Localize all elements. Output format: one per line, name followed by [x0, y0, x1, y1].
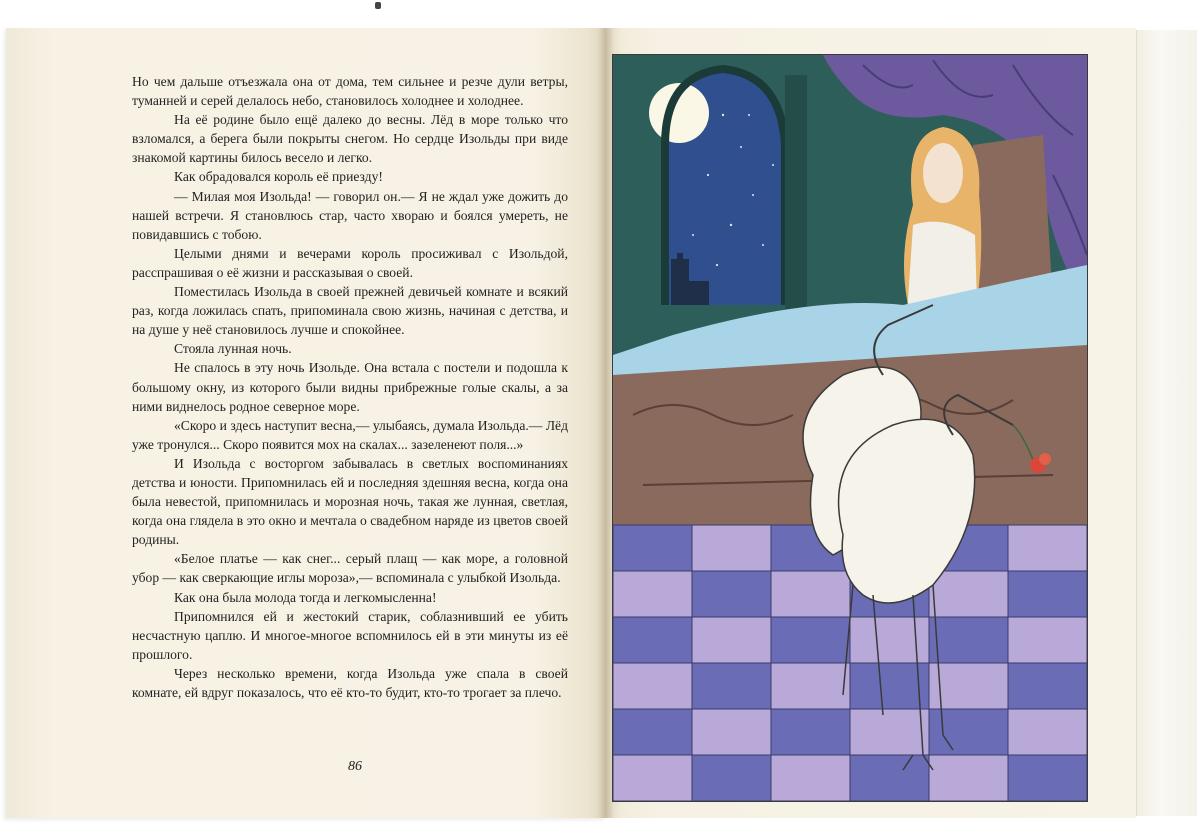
paragraph: Как обрадовался король её приезду!: [174, 169, 383, 185]
floor-tile: [692, 617, 771, 663]
paragraph: Через несколько времени, когда Изольда уже спала в своей комнате, ей вдруг показалось, что её кто-то будит, кто-то трогает за плечо.: [132, 665, 568, 700]
face: [923, 143, 963, 203]
paragraph: Целыми днями и вечерами король просиживал с Изольдой, расспрашивая о её жизни и рассказывая о своей.: [132, 245, 568, 280]
paragraph: На её родине было ещё далеко до весны. Лёд в море только что взломался, а берега были покрыты снегом. Но сердце Изольды при виде знакомой картины билось весело и легко.: [132, 112, 568, 166]
paragraph: Как она была молода тогда и легкомысленна!: [174, 589, 437, 605]
floor-tile: [1008, 755, 1087, 801]
paragraph: Стояла лунная ночь.: [174, 341, 292, 357]
paragraph: Но чем дальше отъезжала она от дома, тем сильнее и резче дули ветры, туманней и серей делалось небо, становилось холоднее и холоднее.: [132, 74, 568, 109]
floor-tile: [1008, 525, 1087, 571]
floor-tile: [692, 755, 771, 801]
floor-tile: [771, 571, 850, 617]
illustration-canvas: [613, 55, 1087, 801]
floor-tile: [692, 663, 771, 709]
paragraph: — Милая моя Изольда! — говорил он.— Я не ждал уже дожить до нашей встречи. Я становлюсь стар, часто хвораю и боялся умереть, не повидавшись с тобою.: [132, 188, 568, 242]
paragraph: «Белое платье — как снег... серый плащ — как море, а головной убор — как сверкающие иглы мороза»,— вспоминала с улыбкой Изольда.: [132, 551, 568, 586]
floor-tile: [850, 709, 929, 755]
floor-tile: [613, 571, 692, 617]
floor-tile: [771, 709, 850, 755]
floor-tile: [613, 709, 692, 755]
illustration-isolde-and-heron: [612, 54, 1088, 802]
floor-tile: [1008, 709, 1087, 755]
floor-tile: [771, 617, 850, 663]
floor-tile: [929, 571, 1008, 617]
paragraph: Не спалось в эту ночь Изольде. Она встала с постели и подошла к большому окну, из которого были видны прибрежные голые скалы, а за ними виднелось родное северное море.: [132, 360, 568, 414]
paragraph: «Скоро и здесь наступит весна,— улыбаясь, думала Изольда.— Лёд уже тронулся... Скоро появится мох на скалах... зазеленеют поля...»: [132, 417, 568, 452]
dust-speck: [375, 2, 381, 9]
paragraph: Припомнился ей и жестокий старик, соблазнивший ее убить несчастную цаплю. И многое-многое вспомнилось ей в эти минуты из её прошлого.: [132, 608, 568, 662]
paragraph: Поместилась Изольда в своей прежней девичьей комнате и всякий раз, когда ложилась спать, припоминала свою жизнь, начиная с детства, и на душе у неё становилось лучше и спокойнее.: [132, 284, 568, 338]
floor-tile: [692, 709, 771, 755]
floor-tile: [613, 755, 692, 801]
floor-tile: [692, 571, 771, 617]
floor-tile: [1008, 617, 1087, 663]
page-edges: [1136, 30, 1197, 816]
floor-tile: [613, 525, 692, 571]
floor-tile: [929, 617, 1008, 663]
floor-tile: [1008, 571, 1087, 617]
floor-tile: [692, 525, 771, 571]
paragraph: И Изольда с восторгом забывалась в светлых воспоминаниях детства и юности. Припомнилась ей и последняя здешняя весна, когда она была невестой, припомнилась и морозная ночь, такая же лунная, светлая, когда она глядела в это окно и мечтала о свадебном наряде из цветов своей родины.: [132, 455, 568, 548]
story-text: [132, 72, 568, 702]
floor-tile: [613, 617, 692, 663]
floor-tile: [929, 709, 1008, 755]
floor-tile: [771, 663, 850, 709]
floor-tile: [850, 755, 929, 801]
floor-tile: [771, 755, 850, 801]
floor-tile: [1008, 663, 1087, 709]
floor-tile: [929, 755, 1008, 801]
page-number: 86: [348, 759, 362, 774]
floor-tile: [613, 663, 692, 709]
